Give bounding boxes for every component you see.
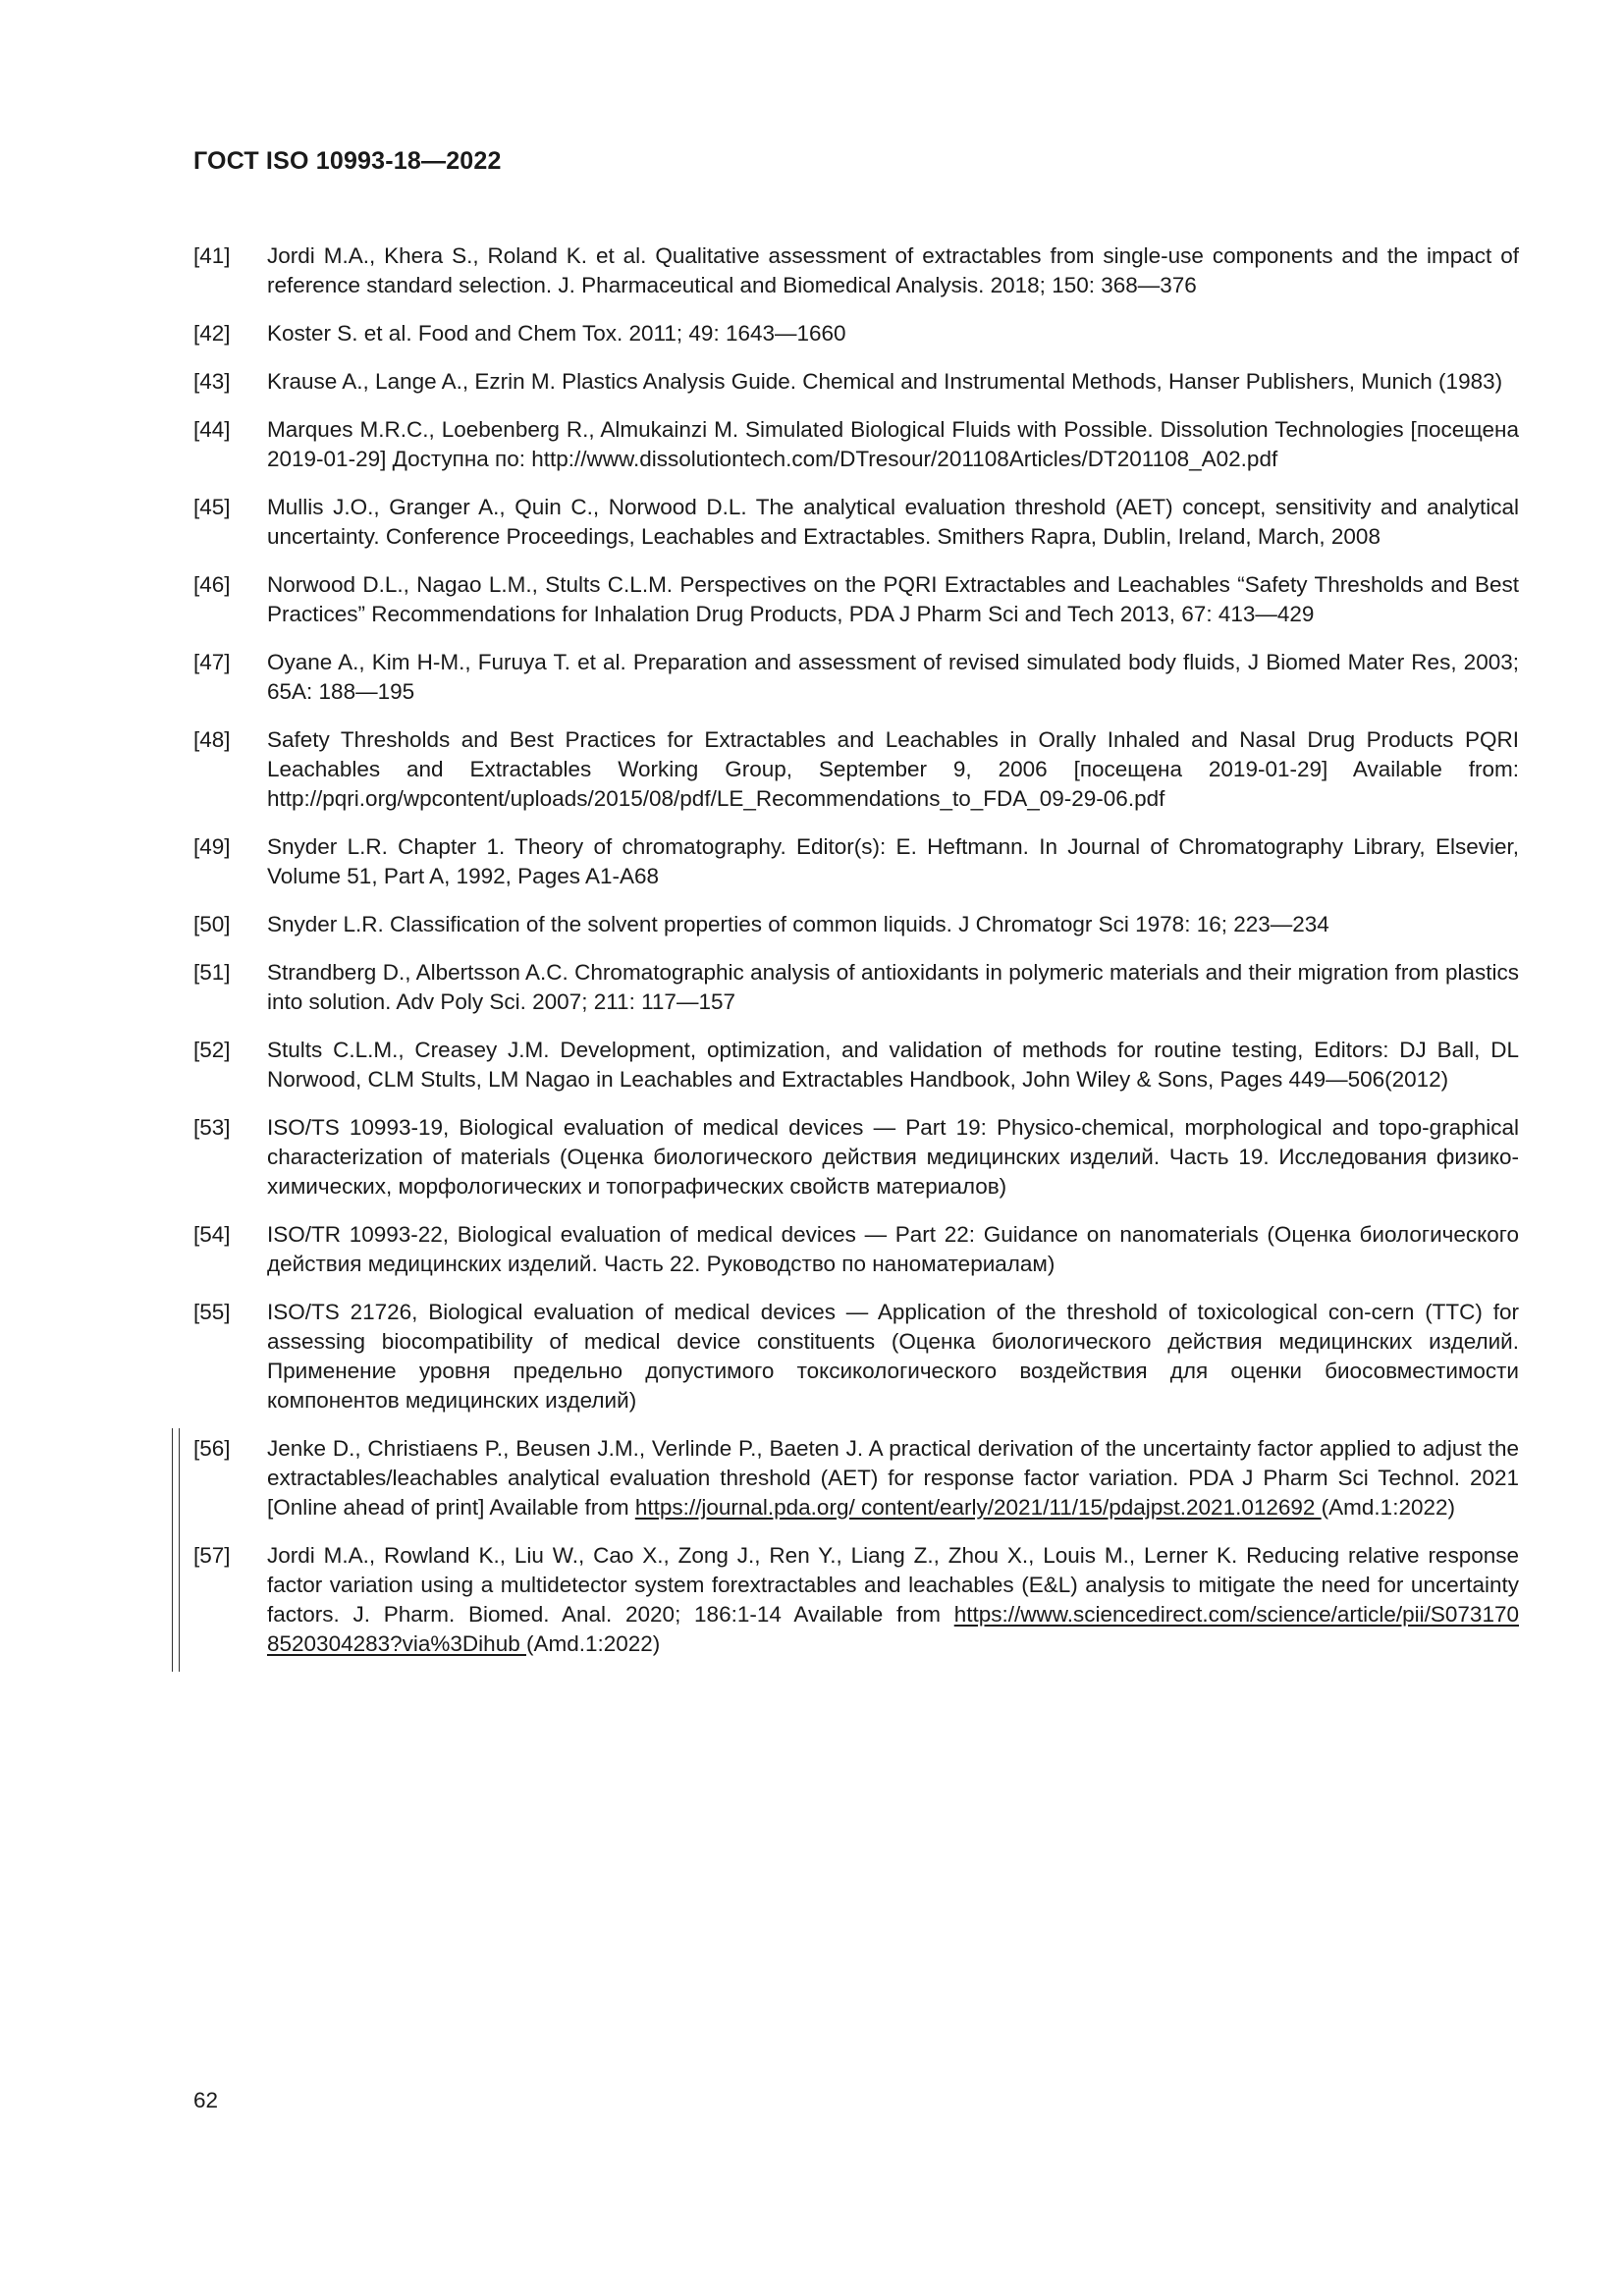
reference-number: [48]	[193, 727, 231, 752]
reference-number: [46]	[193, 572, 231, 597]
bibliography-list	[193, 241, 1519, 1678]
reference-number: [52]	[193, 1038, 231, 1062]
reference-number: [51]	[193, 960, 231, 985]
amendment-note: (Amd.1:2022)	[525, 1631, 661, 1656]
reference-text	[267, 1434, 1519, 1522]
reference-item-57	[193, 1541, 1519, 1659]
reference-text: Norwood D.L., Nagao L.M., Stults C.L.M. Perspectives on the PQRI Extractables and Leachables “Safety Thresholds and Best Practices” Recommendations for Inhalation Drug Products, PDA J Pharm Sci and Tech 2013, 67: 413—429	[267, 572, 1519, 626]
reference-text: Snyder L.R. Chapter 1. Theory of chromatography. Editor(s): E. Heftmann. In Journal of Chromatography Library, Elsevier, Volume 51, Part A, 1992, Pages A1-A68	[267, 834, 1519, 888]
reference-item-56	[193, 1434, 1519, 1522]
reference-number: [45]	[193, 495, 231, 519]
reference-item-48	[193, 725, 1519, 814]
reference-item-51	[193, 958, 1519, 1017]
reference-text: Krause A., Lange A., Ezrin M. Plastics Analysis Guide. Chemical and Instrumental Methods, Hanser Publishers, Munich (1983)	[267, 369, 1503, 394]
reference-text: ISO/TS 21726, Biological evaluation of medical devices — Application of the threshold of toxicological con-​cern (TTC) for assessing biocompatibility of medical device constituents (Оценка биологического действия медицинских изделий. Применение уровня предельно допустимого токсикологического воздействия для оценки биосовместимости компонентов медицинских изделий)	[267, 1300, 1519, 1413]
reference-text	[267, 1541, 1519, 1659]
reference-item-50	[193, 910, 1519, 939]
reference-number: [47]	[193, 650, 231, 674]
reference-number: [44]	[193, 417, 231, 442]
reference-link[interactable]: https://journal.pda.org/ content/early/2021/11/15/​pdajpst.2021.012692	[634, 1495, 1322, 1520]
reference-text: Mullis J.O., Granger A., Quin C., Norwood D.L. The analytical evaluation threshold (AET) concept, sensitivity and analytical uncertainty. Conference Proceedings, Leachables and Extractables. Smithers Rapra, Dublin, Ireland, March, 2008	[267, 495, 1519, 549]
reference-body: Jenke D., Christiaens P., Beusen J.M., Verlinde P., Baeten J. A practical derivation of the uncertainty factor applied to adjust the extractables/leachables analytical evaluation threshold (AET) for response factor variation. PDA J Pharm Sci Technol. 2021 [Online ahead of print] Available from	[267, 1436, 1519, 1520]
reference-item-43	[193, 367, 1519, 397]
reference-item-42	[193, 319, 1519, 348]
amendment-note: (Amd.1:2022)	[1321, 1495, 1455, 1520]
reference-text: Jordi M.A., Khera S., Roland K. et al. Qualitative assessment of extractables from single-use components and the impact of reference standard selection. J. Pharmaceutical and Biomedical Analysis. 2018; 150: 368—376	[267, 243, 1519, 297]
document-header-title: ГОСТ ISO 10993-18—2022	[193, 147, 502, 175]
reference-text: Stults C.L.M., Creasey J.M. Development, optimization, and validation of methods for routine testing, Editors: DJ Ball, DL Norwood, CLM Stults, LM Nagao in Leachables and Extractables Handbook, John Wiley & Sons, Pages 449—506(2012)	[267, 1038, 1519, 1092]
reference-item-41	[193, 241, 1519, 300]
reference-item-44	[193, 415, 1519, 474]
reference-text: ISO/TR 10993-22, Biological evaluation of medical devices — Part 22: Guidance on nanomaterials (Оценка биологического действия медицинских изделий. Часть 22. Руководство по наноматериалам)	[267, 1222, 1519, 1276]
reference-number: [55]	[193, 1300, 231, 1324]
reference-number: [54]	[193, 1222, 231, 1247]
reference-number: [53]	[193, 1115, 231, 1140]
reference-item-49	[193, 832, 1519, 891]
reference-number: [56]	[193, 1436, 231, 1461]
page-number: 62	[193, 2088, 219, 2112]
reference-body: Jordi M.A., Rowland K., Liu W., Cao X., Zong J., Ren Y., Liang Z., Zhou X., Louis M., Lerner K. Reducing relative response factor variation using a multidetector system forextractables and leachables (E&L) analysis to mitigate the need for uncertainty factors. J. Pharm. Biomed. Anal. 2020; 186:1-14 Available from	[267, 1543, 1519, 1627]
reference-item-53	[193, 1113, 1519, 1201]
reference-link[interactable]: https://www.sciencedirect.com/​science/article/pii/S073170 8520304283?via%3Dihub	[267, 1602, 1519, 1656]
reference-item-46	[193, 570, 1519, 629]
reference-text: Marques M.R.C., Loebenberg R., Almukainzi M. Simulated Biological Fluids with Possible. Dissolution Technologies [посещена 2019-01-29] Доступна по: http://www.dissolutiontech.com/DTresour/201108Articles/DT201108_A02.​pdf	[267, 417, 1519, 471]
reference-number: [43]	[193, 369, 231, 394]
reference-item-45	[193, 493, 1519, 552]
reference-item-52	[193, 1036, 1519, 1095]
reference-number: [50]	[193, 912, 231, 936]
reference-number: [42]	[193, 321, 231, 346]
reference-text: ISO/TS 10993-19, Biological evaluation of medical devices — Part 19: Physico-chemical, morphological and topo-​graphical characterization of materials (Оценка биологического действия медицинских изделий. Часть 19. Исследования физико-химических, морфологических и топографических свойств материалов)	[267, 1115, 1519, 1199]
reference-text: Strandberg D., Albertsson A.C. Chromatographic analysis of antioxidants in polymeric materials and their migration from plastics into solution. Adv Poly Sci. 2007; 211: 117—157	[267, 960, 1519, 1014]
reference-number: [57]	[193, 1543, 231, 1568]
reference-item-54	[193, 1220, 1519, 1279]
reference-item-55	[193, 1298, 1519, 1415]
reference-number: [49]	[193, 834, 231, 859]
reference-number: [41]	[193, 243, 231, 268]
reference-item-47	[193, 648, 1519, 707]
reference-text: Oyane A., Kim H-M., Furuya T. et al. Preparation and assessment of revised simulated body fluids, J Biomed Mater Res, 2003; 65A: 188—195	[267, 650, 1519, 704]
reference-text: Safety Thresholds and Best Practices for Extractables and Leachables in Orally Inhaled and Nasal Drug Products PQRI Leachables and Extractables Working Group, September 9, 2006 [посещена 2019-01-29] Available from: http://pqri.org/wpcontent/uploads/2015/08/pdf/LE_Recommendations_to_FDA_09-29-06.pdf	[267, 727, 1519, 811]
reference-text: Koster S. et al. Food and Chem Tox. 2011; 49: 1643—1660	[267, 321, 846, 346]
reference-text: Snyder L.R. Classification of the solvent properties of common liquids. J Chromatogr Sci 1978: 16; 223—234	[267, 912, 1329, 936]
